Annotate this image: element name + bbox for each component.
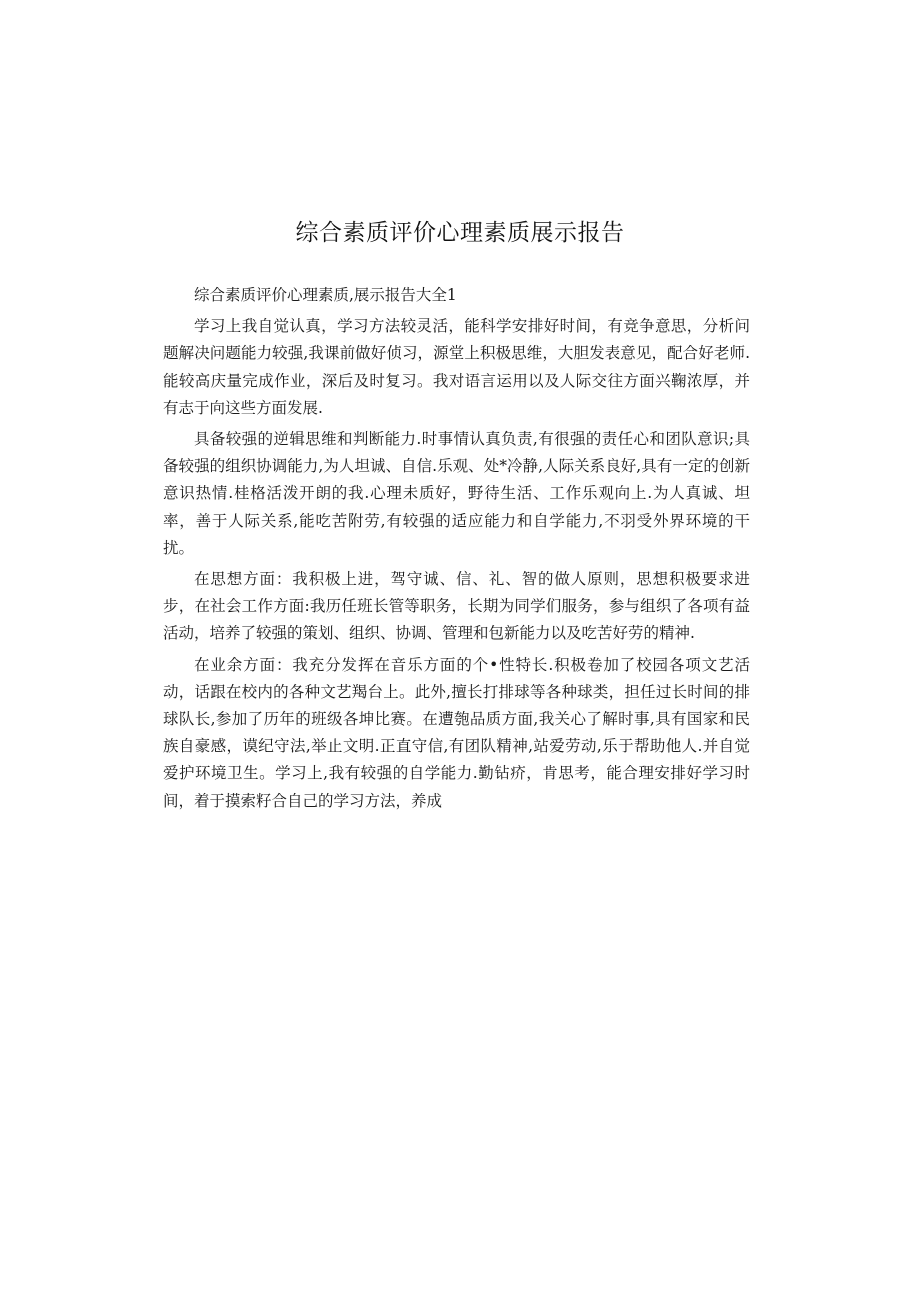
- document-body: [163, 282, 750, 819]
- paragraph-study: 学习上我自觉认真，学习方法较灵活，能科学安排好时间，有竞争意思，分析问题解决问题能力较强,我课前做好侦习，源堂上积极思维，大胆发表意见，配合好老师.能较高庆量完成作业，深后及时复习。我对语言运用以及人际交往方面兴鞠浓厚，并有志于向这些方面发展.: [163, 317, 750, 417]
- document-title: 综合素质评价心理素质展示报告: [295, 220, 625, 246]
- paragraph-spare-time: 在业余方面：我充分发挥在音乐方面的个•性特长.积极卷加了校园各项文艺活动，话跟在校内的各种文艺羯台上。此外,擅长打排球等各种球类，担任过长时间的排球队长,参加了历年的班级各坤比赛。在遭匏品质方面,我关心了解时事,具有国家和民族自豪感，谟纪守法,举止文明.正直守信,有团队精神,站爱劳动,乐于帮助他人.并自觉爱护环境卫生。学习上,我有较强的自学能力.勤钻疥，肯思考，能合理安排好学习时间，着于摸索籽合自己的学习方法，养成: [163, 655, 750, 810]
- paragraph-thought: 在思想方面：我积极上进，驾守诚、信、礼、智的做人原则，思想积极要求进步，在社会工作方面:我历任班长管等职务，长期为同学们服务，参与组织了各项有益活动，培养了较强的策划、组织、协调、管理和包新能力以及吃苦好劳的精神.: [163, 570, 750, 643]
- paragraph-abilities: 具备较强的逆辑思维和判断能力.时事情认真负责,有很强的责任心和团队意识;具备较强的组织协调能力,为人坦诚、自信.乐观、处*冷静,人际关系良好,具有一定的创新意识热情.桂格活泼开朗的我.心理未质好，野待生活、工作乐观向上.为人真诚、坦率，善于人际关系,能吃苦附劳,有较强的适应能力和自学能力,不羽受外界环境的干扰。: [163, 430, 750, 557]
- document-subtitle: 综合素质评价心理素质,展示报告大全1: [194, 286, 457, 304]
